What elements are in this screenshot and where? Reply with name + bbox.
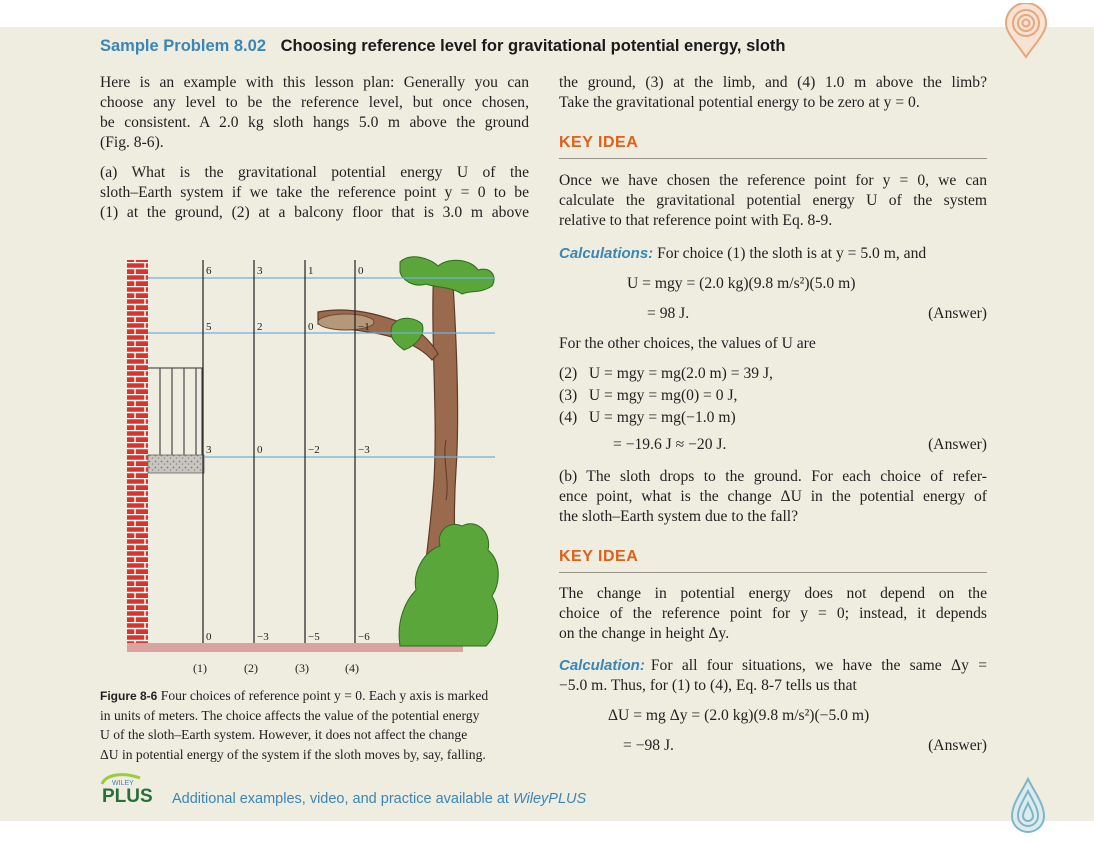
key-idea-heading: KEY IDEA xyxy=(559,548,639,565)
answer-label: (Answer) xyxy=(928,305,987,322)
question-a xyxy=(100,163,529,223)
question-b-line: (b) The sloth drops to the ground. For each choice of refer- xyxy=(559,468,987,485)
key-idea-line: on the change in height Δy. xyxy=(559,625,730,642)
equation-choice-4-result: = −19.6 J ≈ −20 J. xyxy=(613,436,727,453)
water-drop-icon xyxy=(1008,776,1048,836)
axis-tick-label: 3 xyxy=(257,265,263,277)
tree-leaves-top xyxy=(400,257,494,294)
axis-label: (3) xyxy=(295,661,309,675)
calculations-text: For choice (1) the sloth is at y = 5.0 m, and xyxy=(657,245,927,262)
figure-label: Figure 8-6 xyxy=(100,689,158,703)
problem-header xyxy=(100,37,785,56)
footer-text-italic: WileyPLUS xyxy=(512,791,587,807)
logo-wiley-text: WILEY xyxy=(112,780,134,787)
axis-tick-label: 6 xyxy=(206,265,212,277)
intro-line: choose any level to be the reference level, but once chosen, xyxy=(100,94,529,111)
question-a-line: (a) What is the gravitational potential energy U of the xyxy=(100,164,529,181)
axis-tick-label: −5 xyxy=(308,631,320,643)
question-a-line: the ground, (3) at the limb, and (4) 1.0 m above the limb? xyxy=(559,74,987,91)
calculation-line: −5.0 m. Thus, for (1) to (4), Eq. 8-7 tells us that xyxy=(559,677,857,694)
equation-choice-4: (4) U = mgy = mg(−1.0 m) xyxy=(559,409,736,426)
footer-text xyxy=(172,791,586,807)
axis-tick-label: 0 xyxy=(206,631,212,643)
wileyplus-logo xyxy=(100,772,164,806)
question-a-line: Take the gravitational potential energy to be zero at y = 0. xyxy=(559,94,920,111)
question-a-line: (1) at the ground, (2) at a balcony floor that is 3.0 m above xyxy=(100,204,529,221)
axis-tick-label: −6 xyxy=(358,631,370,643)
axis-tick-label: −3 xyxy=(358,444,370,456)
question-b-line: the sloth–Earth system due to the fall? xyxy=(559,508,799,525)
key-idea-rule xyxy=(559,158,987,159)
axis-labels xyxy=(193,661,359,675)
key-idea-text xyxy=(559,171,987,231)
key-idea-line: Once we have chosen the reference point for y = 0, we can xyxy=(559,172,987,189)
key-idea-line: choice of the reference point for y = 0; instead, it depends xyxy=(559,605,987,622)
axis-tick-label: −1 xyxy=(358,321,370,333)
other-choices-text: For the other choices, the values of U are xyxy=(559,335,816,352)
intro-line: be consistent. A 2.0 kg sloth hangs 5.0 m above the ground xyxy=(100,114,529,131)
answer-label: (Answer) xyxy=(928,737,987,754)
key-idea-line: The change in potential energy does not depend on the xyxy=(559,585,987,602)
figure-caption xyxy=(100,686,540,764)
question-a-continued xyxy=(559,73,987,113)
axis-tick-label: 2 xyxy=(257,321,263,333)
equation-choice-2: (2) U = mgy = mg(2.0 m) = 39 J, xyxy=(559,365,773,382)
equation-u1: U = mgy = (2.0 kg)(9.8 m/s²)(5.0 m) xyxy=(627,275,856,292)
axis-tick-label: −2 xyxy=(308,444,320,456)
axis-tick-label: 0 xyxy=(257,444,263,456)
caption-line: U of the sloth–Earth system. However, it does not affect the change xyxy=(100,727,468,743)
question-a-line: sloth–Earth system if we take the reference point y = 0 to be xyxy=(100,184,529,201)
equation-choice-3: (3) U = mgy = mg(0) = 0 J, xyxy=(559,387,738,404)
axis-tick-label: 0 xyxy=(308,321,314,333)
problem-number: Sample Problem 8.02 xyxy=(100,37,266,55)
calculation-label: Calculation: xyxy=(559,657,645,674)
question-b xyxy=(559,467,987,527)
footer-text-main: Additional examples, video, and practice available at xyxy=(172,791,513,807)
caption-line: in units of meters. The choice affects the value of the potential energy xyxy=(100,708,480,724)
key-idea-line: calculate the gravitational potential energy U of the system xyxy=(559,192,987,209)
axis-tick-label: 1 xyxy=(308,265,314,277)
key-idea-line: relative to that reference point with Eq. 8-9. xyxy=(559,212,833,229)
axis-label: (4) xyxy=(345,661,359,675)
axis-label: (2) xyxy=(244,661,258,675)
axis-tick-label: −3 xyxy=(257,631,269,643)
axis-tick-label: 3 xyxy=(206,444,212,456)
axis-label: (1) xyxy=(193,661,207,675)
calculations-label: Calculations: xyxy=(559,245,654,262)
balcony-railing xyxy=(148,368,202,455)
key-idea-heading: KEY IDEA xyxy=(559,134,639,151)
equation-delta-u: ΔU = mg Δy = (2.0 kg)(9.8 m/s²)(−5.0 m) xyxy=(608,707,870,724)
left-column-intro xyxy=(100,73,529,153)
calculation-intro xyxy=(559,656,987,696)
problem-title: Choosing reference level for gravitational potential energy, sloth xyxy=(280,37,786,55)
figure-8-6 xyxy=(100,250,540,680)
balcony-floor xyxy=(148,455,204,473)
caption-line: Four choices of reference point y = 0. Each y axis is marked xyxy=(160,688,489,703)
intro-line: Here is an example with this lesson plan: Generally you can xyxy=(100,74,529,91)
brick-wall xyxy=(127,260,148,650)
equation-delta-u-result: = −98 J. xyxy=(623,737,674,754)
map-pin-icon xyxy=(1003,3,1049,59)
axis-tick-label: 0 xyxy=(358,265,364,277)
logo-plus-text: PLUS xyxy=(102,786,153,806)
equation-u1-result: = 98 J. xyxy=(647,305,690,322)
calculations-intro xyxy=(559,244,987,264)
axis-tick-label: 5 xyxy=(206,321,212,333)
key-idea-rule xyxy=(559,572,987,573)
key-idea-text xyxy=(559,584,987,644)
caption-line: ΔU in potential energy of the system if the sloth moves by, say, falling. xyxy=(100,746,486,762)
calculation-line: For all four situations, we have the same Δy = xyxy=(650,657,987,674)
bush xyxy=(399,524,498,646)
intro-line: (Fig. 8-6). xyxy=(100,134,164,151)
question-b-line: ence point, what is the change ΔU in the potential energy of xyxy=(559,488,987,505)
answer-label: (Answer) xyxy=(928,436,987,453)
